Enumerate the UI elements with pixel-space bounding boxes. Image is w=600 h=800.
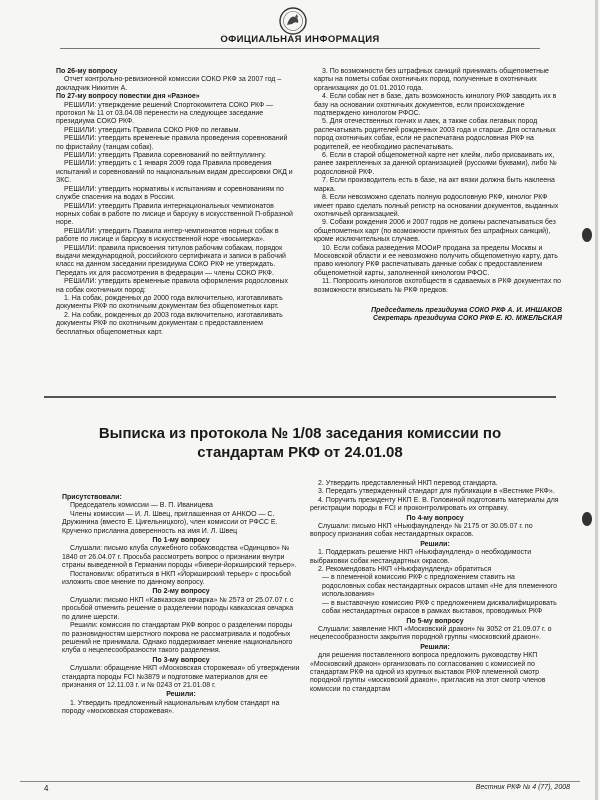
paragraph: РЕШИЛИ: утвердить Правила интернациональных чемпионатов норных собак в работе по лисице и барсуку в искусственной П-образной норе.: [56, 202, 293, 227]
bottom-left-column: [62, 494, 300, 717]
question-4-sub-1: — в племенной комиссию РКФ с предложением ставить на родословных собак нестандартных окрасов штамп «Не для племенного использования»: [322, 574, 557, 599]
paragraph: 5. Для отечественных гончих и лаек, а также собак легавых пород распечатывать родителей рожденных 2003 года и старше. Для остальных пород охотничьих собак, если не распечатана родословная РКФ на родителей, ее необходимо распечатывать.: [314, 118, 556, 151]
paragraph: 6. Если в старой общепометной карте нет клейм, либо присваивать их, ранее закрепленных за данной организацией (русскими буквами), либо № родословной РКФ.: [314, 152, 557, 176]
page-number: 4: [44, 784, 49, 793]
section-header: ОФИЦИАЛЬНАЯ ИНФОРМАЦИЯ: [220, 34, 380, 45]
question-26-heading: По 26-му вопросу: [56, 68, 118, 75]
binding-hole-icon: [582, 512, 592, 526]
question-1-decided: Постановили: обратиться в НКП «Йоркширский терьер» с просьбой изложить свое мнение по данному вопросу.: [62, 570, 291, 587]
top-right-column: [314, 68, 562, 324]
rkf-logo-icon: [278, 6, 308, 36]
question-4-item-2: 2. Рекомендовать НКП «Ньюфаундленд» обратиться: [318, 566, 492, 574]
signatures: [314, 307, 562, 324]
question-3-item-1: 1. Утвердить предложенный национальным клубом стандарт на породу «московская сторожевая».: [62, 699, 280, 716]
paragraph: РЕШИЛИ: утвердить нормативы к испытаниям и соревнованиям по службе спасения на водах в России.: [56, 185, 284, 202]
paragraph: РЕШИЛИ: утверждение решений Спортокомитета СОКО РКФ — протокол № 11 от 03.04.08 перенести на следующее заседание президиума СОКО РКФ.: [56, 101, 274, 126]
paragraph: РЕШИЛИ: утвердить временные правила оформления родословных на собак охотничьих пород:: [56, 278, 289, 294]
header-divider: [60, 48, 540, 49]
journal-name: Вестник РКФ № 4 (77), 2008: [475, 784, 570, 791]
page-spine: [595, 0, 598, 800]
paragraph: РЕШИЛИ: утвердить с 1 января 2009 года Правила проведения испытаний и соревнований по национальным видам дрессировки ОКД и ЗКС.: [56, 160, 293, 185]
question-1-heard: Слушали: письмо клуба служебного собаководства «Одинцово» № 1840 от 26.04.07 г. Просьба рассмотреть вопрос о признании внутри страны выведенной в Германии породы «бивери-йоркширский терьер».: [62, 545, 297, 570]
paragraph: РЕШИЛИ: утвердить Правила интер-чемпионатов норных собак в работе по лисице и барсуку в искусственной норе «восьмерка».: [56, 227, 279, 244]
question-5-text: для решения поставленного вопроса предложить руководству НКП «Московский дракон» организовать по согласованию с комиссией по стандартам РКФ на одной из крупных выставок РКФ племенной смотр породной группы «московский дракон», пригласив на этот смотр членов комиссии по стандартам: [310, 652, 546, 693]
question-3-item-4: 4. Поручить президенту НКП Е. В. Головиной подготовить материалы для регистрации породы в FCI и проконтролировать их отправку.: [310, 496, 559, 513]
present-chairman: Председатель комиссии — В. П. Иваницева: [70, 502, 213, 510]
question-3-item-2: 2. Утвердить представленный НКП перевод стандарта.: [318, 480, 498, 487]
paragraph: 3. По возможности без штрафных санкций принимать общепометные карты на пометы собак охотничьих пород, полученные в охотничьих организациях до 01.01.2010 года.: [314, 68, 549, 92]
question-3-item-3: 3. Передать утвержденный стандарт для публикации в «Вестнике РКФ».: [318, 488, 555, 496]
section-divider: [44, 396, 556, 398]
question-2-heading: По 2-му вопросу: [152, 588, 210, 596]
question-4-item-1: 1. Поддержать решение НКП «Ньюфаундленд» о необходимости выбраковки собак нестандартных окрасов.: [310, 549, 532, 565]
protocol-title: Выписка из протокола № 1/08 заседания комиссии по стандартам РКФ от 24.01.08: [98, 425, 502, 461]
paragraph: 11. Попросить кинологов охотобществ в сдаваемых в РКФ документах по возможности вписывать № РКФ предков.: [314, 278, 561, 294]
paragraph: РЕШИЛИ: утвердить временные правила проведения соревнований по фристайлу (танцам собак).: [56, 135, 288, 151]
question-5-decided-heading: Решили:: [420, 643, 450, 651]
paragraph: РЕШИЛИ: утвердить Правила СОКО РКФ по легавым.: [64, 126, 241, 134]
question-5-heard: Слушали: заявление НКП «Московский дракон» № 3052 от 21.09.07 г. о нецелесообразности закрытия породной группы «московский дракон».: [310, 625, 552, 642]
paragraph: РЕШИЛИ: правила присвоения титулов рабочим собакам, порядок выдачи международной, российского сертификата и записи в рабочий класс на данном заседании президиума СОКО РКФ не утверждать. Передать их для рассмотрения в федерации — члены СОКО РКФ.: [56, 244, 286, 277]
footer-divider: [20, 781, 580, 782]
bottom-right-column: [310, 480, 560, 694]
question-2-heard: Слушали: письмо НКП «Кавказская овчарка» № 2573 от 25.07.07 г. с просьбой отменить решение о разделении породы кавказская овчарка по длине шерсти.: [62, 596, 294, 621]
present-heading: Присутствовали:: [62, 494, 122, 501]
paragraph: 1. На собак, рожденных до 2000 года включительно, изготавливать документы РКФ по охотничьим документам без общепометных карт.: [56, 294, 283, 311]
paragraph: 9. Собаки рождения 2006 и 2007 годов не должны распечатываться без общепометных карт (по возможности принятых без штрафных санкций), кроме исключительных случаев.: [314, 219, 556, 244]
question-1-heading: По 1-му вопросу: [152, 537, 210, 545]
question-3-heard: Слушали: обращение НКП «Московская сторожевая» об утверждении стандарта породы FCI №3879 и подготовке материалов для ее признания от 12.11.03 г. и № 0243 от 21.01.08 г.: [62, 665, 300, 689]
question-26-text: Отчет контрольно-ревизионной комиссии СОКО РКФ за 2007 год – докладчик Никитин А.: [56, 76, 282, 92]
present-members: Члены комиссии — И. Л. Швец, приглашенная от АНКОО — С. Дружинина (вместо Е. Цигельницкого), член комиссии от РФСС Е. Крученко присланна доверенность на имя И. Л. Швец: [62, 510, 278, 535]
question-4-sub-2: — в выставочную комиссию РКФ с предложением дисквалифицировать собак нестандартных окрасов в рамках выставок, проводимых РКФ: [322, 599, 557, 616]
question-5-heading: По 5-му вопросу: [406, 617, 464, 625]
paragraph: 4. Если собак нет в базе, дать возможность кинологу РКФ заводить их в базу на основании охотничьих документов, если происхождение подтверждено кинологом РФОС.: [314, 93, 557, 118]
question-4-decided-heading: Решили:: [420, 540, 450, 548]
question-2-decided: Решили: комиссия по стандартам РКФ вопрос о разделении породы по разновидностям шерстного покрова не рассматривала и подобных решений не принимала. Однако поддерживает мнение национального клуба о нецелесообразности такого разделения.: [62, 622, 293, 655]
question-3-heading: По 3-му вопросу: [152, 656, 210, 664]
question-3-decided-heading: Решили:: [166, 691, 196, 699]
secretary-signature: Секретарь президиума СОКО РКФ Е. Ю. МЖЕЛЬСКАЯ: [372, 315, 562, 323]
paragraph: 10. Если собака разведения МООиР продана за пределы Москвы и Московской области и ее невозможно получить общепометную карту, дать право кинологу РКФ распечатывать данные собак с предоставлением общепометной карты, заполненной кинологом РФОС.: [314, 244, 558, 277]
question-4-heard: Слушали: письмо НКП «Ньюфаундленд» № 2175 от 30.05.07 г. по вопросу признания собак нестандартных окрасов.: [310, 523, 533, 539]
question-27-heading: По 27-му вопросу повестки дня «Разное»: [56, 93, 200, 101]
paragraph: 7. Если производитель есть в базе, на акт вязки должна быть наклеена марка.: [314, 177, 555, 193]
paragraph: 2. На собак, рожденных до 2003 года включительно, изготавливать документы РКФ по охотничьим документам с предоставлением бесплатных общепометных карт.: [56, 311, 283, 336]
binding-hole-icon: [582, 228, 592, 242]
chairman-signature: Председатель президиума СОКО РКФ А. И. ИНШАКОВ: [371, 306, 562, 314]
paragraph: РЕШИЛИ: утвердить Правила соревнований по вейтпуллингу.: [64, 152, 266, 160]
top-left-column: [56, 68, 296, 337]
question-4-heading: По 4-му вопросу: [406, 514, 464, 522]
paragraph: 8. Если невозможно сделать полную родословную РКФ, кинолог РКФ имеет право сделать полный регистр на основании документов, выданных охотничьей организацией.: [314, 194, 559, 218]
